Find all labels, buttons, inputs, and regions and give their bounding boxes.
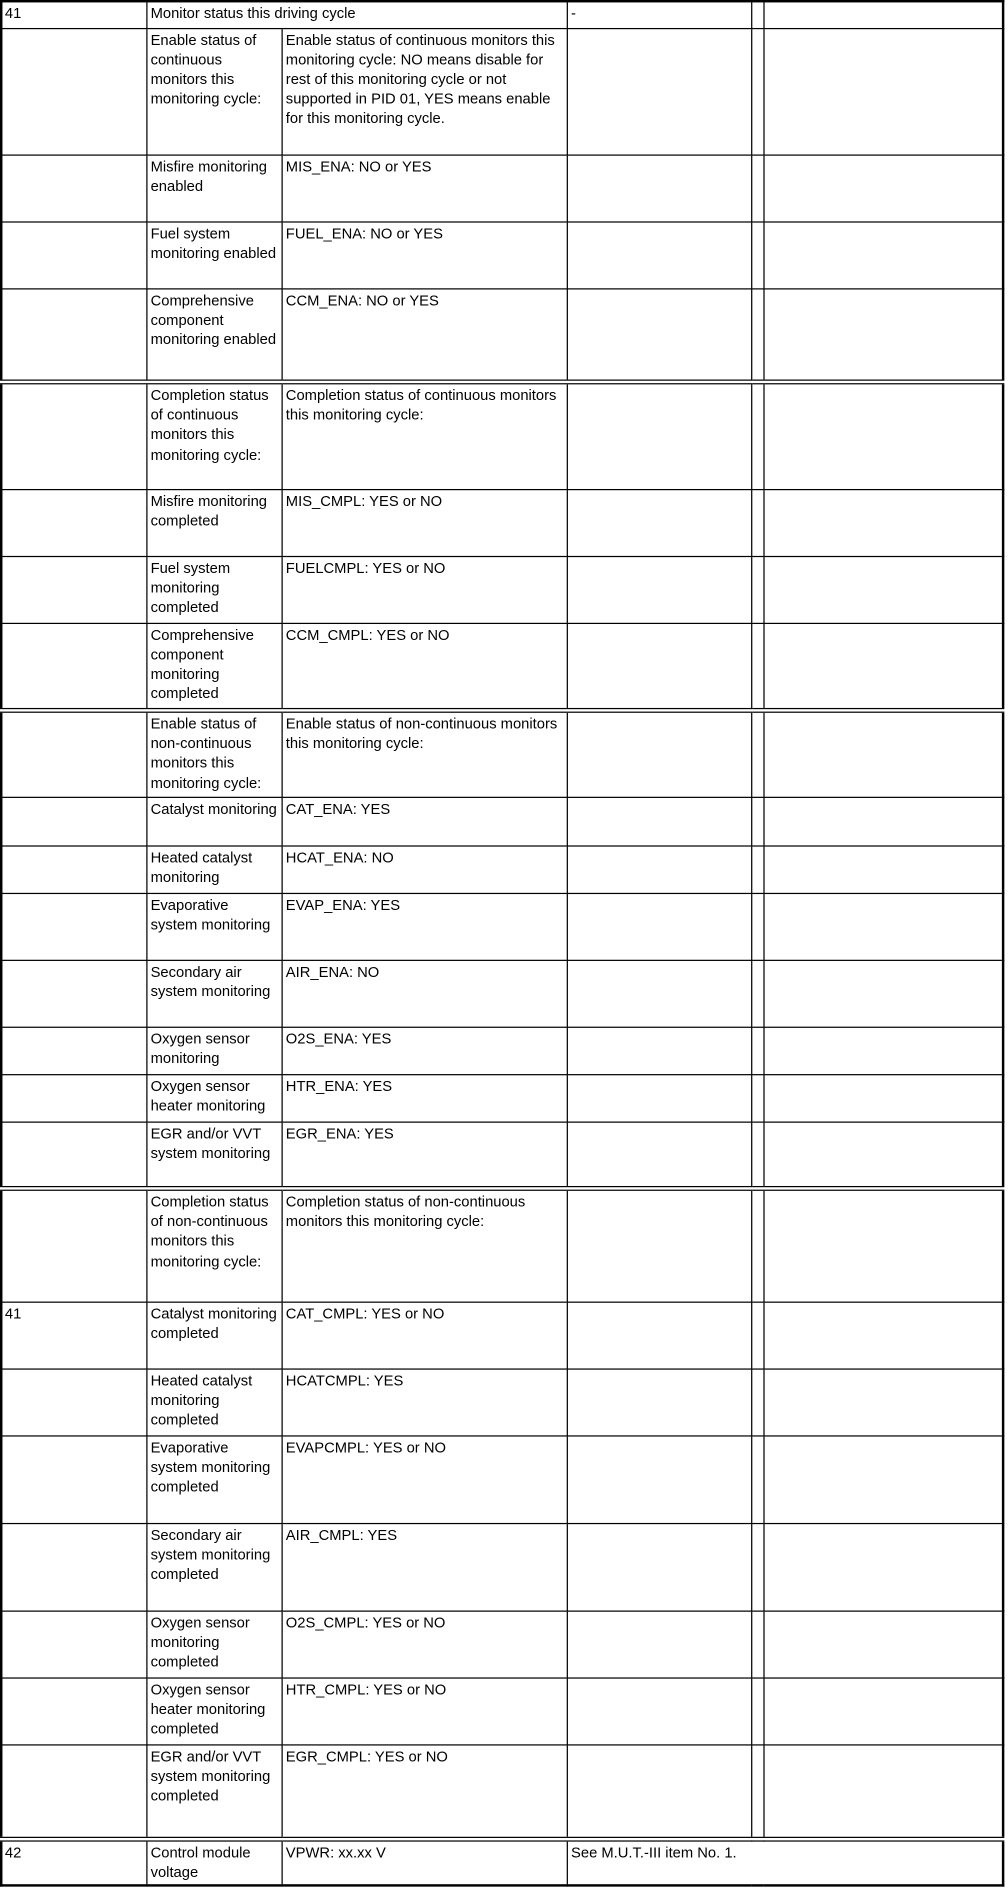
narrow-cell xyxy=(751,1188,763,1301)
item-cell: Completion status of continuous monitors this monitoring cycle: xyxy=(146,382,281,489)
item-cell: Enable status of continuous monitors this monitoring cycle: xyxy=(146,28,281,155)
item-cell: Misfire monitoring enabled xyxy=(146,154,281,221)
remarks-cell xyxy=(763,1074,1003,1121)
reference-cell xyxy=(567,28,751,155)
remarks-cell xyxy=(763,489,1003,556)
pid-cell xyxy=(1,382,146,489)
table-row xyxy=(1,1839,1003,1886)
remarks-cell xyxy=(763,1677,1003,1744)
reference-cell xyxy=(567,797,751,846)
narrow-cell xyxy=(751,154,763,221)
description-cell: CCM_ENA: NO or YES xyxy=(282,288,567,382)
table-row xyxy=(1,1368,1003,1435)
item-cell: Secondary air system monitoring xyxy=(146,960,281,1027)
pid-cell: 42 xyxy=(1,1839,146,1886)
remarks-cell xyxy=(763,1523,1003,1611)
narrow-cell xyxy=(751,623,763,711)
pid-cell xyxy=(1,710,146,796)
pid-cell xyxy=(1,1368,146,1435)
item-cell: Heated catalyst monitoring xyxy=(146,845,281,892)
item-cell: EGR and/or VVT system monitoring xyxy=(146,1122,281,1189)
description-cell: CAT_CMPL: YES or NO xyxy=(282,1302,567,1369)
pid-cell: 41 xyxy=(1,1302,146,1369)
table-row xyxy=(1,1677,1003,1744)
narrow-cell xyxy=(751,845,763,892)
narrow-cell xyxy=(751,1302,763,1369)
item-cell: Completion status of non-continuous monitors this monitoring cycle: xyxy=(146,1188,281,1301)
reference-cell xyxy=(567,1368,751,1435)
description-cell: EGR_ENA: YES xyxy=(282,1122,567,1189)
pid-cell xyxy=(1,845,146,892)
reference-cell xyxy=(567,154,751,221)
remarks-cell xyxy=(763,845,1003,892)
remarks-cell xyxy=(763,154,1003,221)
pid-cell xyxy=(1,28,146,155)
description-cell: VPWR: xx.xx V xyxy=(282,1839,567,1886)
narrow-cell xyxy=(751,1611,763,1678)
narrow-cell xyxy=(751,710,763,796)
table-row xyxy=(1,154,1003,221)
description-cell: Completion status of continuous monitors this monitoring cycle: xyxy=(282,382,567,489)
table-row xyxy=(1,1074,1003,1121)
reference-cell xyxy=(567,960,751,1027)
reference-cell xyxy=(567,1435,751,1523)
table-row xyxy=(1,1744,1003,1839)
item-cell: Heated catalyst monitoring completed xyxy=(146,1368,281,1435)
item-cell: Evaporative system monitoring completed xyxy=(146,1435,281,1523)
item-cell: Oxygen sensor monitoring xyxy=(146,1027,281,1074)
table-row xyxy=(1,1302,1003,1369)
reference-cell xyxy=(567,1188,751,1301)
pid-cell xyxy=(1,960,146,1027)
reference-cell xyxy=(567,1523,751,1611)
reference-cell xyxy=(567,221,751,288)
item-cell: Oxygen sensor heater monitoring completed xyxy=(146,1677,281,1744)
remarks-cell xyxy=(763,28,1003,155)
reference-cell xyxy=(567,1122,751,1189)
reference-cell: See M.U.T.-III item No. 1. xyxy=(567,1839,1003,1886)
narrow-cell xyxy=(751,489,763,556)
narrow-cell xyxy=(751,797,763,846)
item-cell: Catalyst monitoring xyxy=(146,797,281,846)
reference-cell xyxy=(567,893,751,960)
narrow-cell xyxy=(751,1435,763,1523)
description-cell: HTR_ENA: YES xyxy=(282,1074,567,1121)
reference-cell xyxy=(567,382,751,489)
reference-cell xyxy=(567,1677,751,1744)
narrow-cell xyxy=(751,288,763,382)
description-cell: FUEL_ENA: NO or YES xyxy=(282,221,567,288)
reference-cell xyxy=(567,710,751,796)
item-cell: Catalyst monitoring completed xyxy=(146,1302,281,1369)
narrow-cell xyxy=(751,1368,763,1435)
remarks-cell xyxy=(763,1611,1003,1678)
remarks-cell xyxy=(763,1435,1003,1523)
item-cell: Enable status of non-continuous monitors this monitoring cycle: xyxy=(146,710,281,796)
reference-cell xyxy=(567,1074,751,1121)
remarks-cell xyxy=(763,1302,1003,1369)
pid-cell xyxy=(1,1677,146,1744)
remarks-cell xyxy=(763,1368,1003,1435)
remarks-cell xyxy=(763,1744,1003,1839)
reference-cell xyxy=(567,1302,751,1369)
item-cell: Comprehensive component monitoring completed xyxy=(146,623,281,711)
narrow-cell xyxy=(751,893,763,960)
reference-cell xyxy=(567,489,751,556)
description-cell: CAT_ENA: YES xyxy=(282,797,567,846)
remarks-cell xyxy=(763,623,1003,711)
table-row xyxy=(1,1611,1003,1678)
description-cell: Enable status of non-continuous monitors this monitoring cycle: xyxy=(282,710,567,796)
description-cell: MIS_ENA: NO or YES xyxy=(282,154,567,221)
item-cell: Oxygen sensor monitoring completed xyxy=(146,1611,281,1678)
table-row xyxy=(1,556,1003,623)
remarks-cell xyxy=(763,1,1003,28)
table-row xyxy=(1,489,1003,556)
table-row xyxy=(1,893,1003,960)
pid-cell xyxy=(1,623,146,711)
description-cell: FUELCMPL: YES or NO xyxy=(282,556,567,623)
pid-cell xyxy=(1,1122,146,1189)
narrow-cell xyxy=(751,1074,763,1121)
table-row xyxy=(1,845,1003,892)
pid-cell xyxy=(1,556,146,623)
remarks-cell xyxy=(763,1188,1003,1301)
table-row xyxy=(1,960,1003,1027)
table-row xyxy=(1,1435,1003,1523)
item-cell: Fuel system monitoring completed xyxy=(146,556,281,623)
reference-cell xyxy=(567,623,751,711)
reference-cell xyxy=(567,556,751,623)
remarks-cell xyxy=(763,1122,1003,1189)
item-cell: Monitor status this driving cycle xyxy=(146,1,566,28)
narrow-cell xyxy=(751,960,763,1027)
description-cell: Completion status of non-continuous monitors this monitoring cycle: xyxy=(282,1188,567,1301)
description-cell: AIR_ENA: NO xyxy=(282,960,567,1027)
description-cell: CCM_CMPL: YES or NO xyxy=(282,623,567,711)
narrow-cell xyxy=(751,28,763,155)
pid-cell xyxy=(1,1074,146,1121)
item-cell: Oxygen sensor heater monitoring xyxy=(146,1074,281,1121)
pid-cell xyxy=(1,1611,146,1678)
remarks-cell xyxy=(763,556,1003,623)
narrow-cell xyxy=(751,1,763,28)
item-cell: Misfire monitoring completed xyxy=(146,489,281,556)
reference-cell xyxy=(567,845,751,892)
description-cell: EVAP_ENA: YES xyxy=(282,893,567,960)
reference-cell xyxy=(567,288,751,382)
narrow-cell xyxy=(751,556,763,623)
pid-cell xyxy=(1,221,146,288)
pid-cell xyxy=(1,1188,146,1301)
description-cell: EGR_CMPL: YES or NO xyxy=(282,1744,567,1839)
table-row xyxy=(1,1,1003,28)
pid-cell xyxy=(1,1744,146,1839)
description-cell: HTR_CMPL: YES or NO xyxy=(282,1677,567,1744)
pid-cell xyxy=(1,797,146,846)
table-row xyxy=(1,797,1003,846)
reference-cell xyxy=(567,1744,751,1839)
table-row xyxy=(1,710,1003,796)
pid-cell xyxy=(1,489,146,556)
pid-cell: 41 xyxy=(1,1,146,28)
description-cell: O2S_ENA: YES xyxy=(282,1027,567,1074)
description-cell: HCAT_ENA: NO xyxy=(282,845,567,892)
description-cell: O2S_CMPL: YES or NO xyxy=(282,1611,567,1678)
table-row xyxy=(1,1027,1003,1074)
pid-cell xyxy=(1,1523,146,1611)
reference-cell xyxy=(567,1611,751,1678)
table-row xyxy=(1,623,1003,711)
narrow-cell xyxy=(751,221,763,288)
narrow-cell xyxy=(751,1744,763,1839)
pid-cell xyxy=(1,893,146,960)
item-cell: Fuel system monitoring enabled xyxy=(146,221,281,288)
description-cell: HCATCMPL: YES xyxy=(282,1368,567,1435)
remarks-cell xyxy=(763,382,1003,489)
reference-cell xyxy=(567,1027,751,1074)
remarks-cell xyxy=(763,893,1003,960)
table-row xyxy=(1,28,1003,155)
item-cell: Control module voltage xyxy=(146,1839,281,1886)
table-row xyxy=(1,1122,1003,1189)
remarks-cell xyxy=(763,221,1003,288)
table-row xyxy=(1,288,1003,382)
table-row xyxy=(1,382,1003,489)
reference-cell: - xyxy=(567,1,751,28)
remarks-cell xyxy=(763,1027,1003,1074)
narrow-cell xyxy=(751,1027,763,1074)
item-cell: Evaporative system monitoring xyxy=(146,893,281,960)
description-cell: AIR_CMPL: YES xyxy=(282,1523,567,1611)
table-row xyxy=(1,1523,1003,1611)
pid-cell xyxy=(1,1435,146,1523)
item-cell: EGR and/or VVT system monitoring completed xyxy=(146,1744,281,1839)
table-body xyxy=(1,1,1003,1886)
remarks-cell xyxy=(763,797,1003,846)
item-cell: Comprehensive component monitoring enabled xyxy=(146,288,281,382)
table-row xyxy=(1,221,1003,288)
item-cell: Secondary air system monitoring completed xyxy=(146,1523,281,1611)
description-cell: MIS_CMPL: YES or NO xyxy=(282,489,567,556)
remarks-cell xyxy=(763,710,1003,796)
narrow-cell xyxy=(751,1677,763,1744)
table-row xyxy=(1,1188,1003,1301)
remarks-cell xyxy=(763,960,1003,1027)
description-cell: Enable status of continuous monitors this monitoring cycle: NO means disable for rest of this monitoring cycle or not supported in PID 01, YES means enable for this monitoring cycle. xyxy=(282,28,567,155)
pid-cell xyxy=(1,1027,146,1074)
pid-cell xyxy=(1,154,146,221)
pid-cell xyxy=(1,288,146,382)
remarks-cell xyxy=(763,288,1003,382)
description-cell: EVAPCMPL: YES or NO xyxy=(282,1435,567,1523)
narrow-cell xyxy=(751,1523,763,1611)
narrow-cell xyxy=(751,1122,763,1189)
narrow-cell xyxy=(751,382,763,489)
